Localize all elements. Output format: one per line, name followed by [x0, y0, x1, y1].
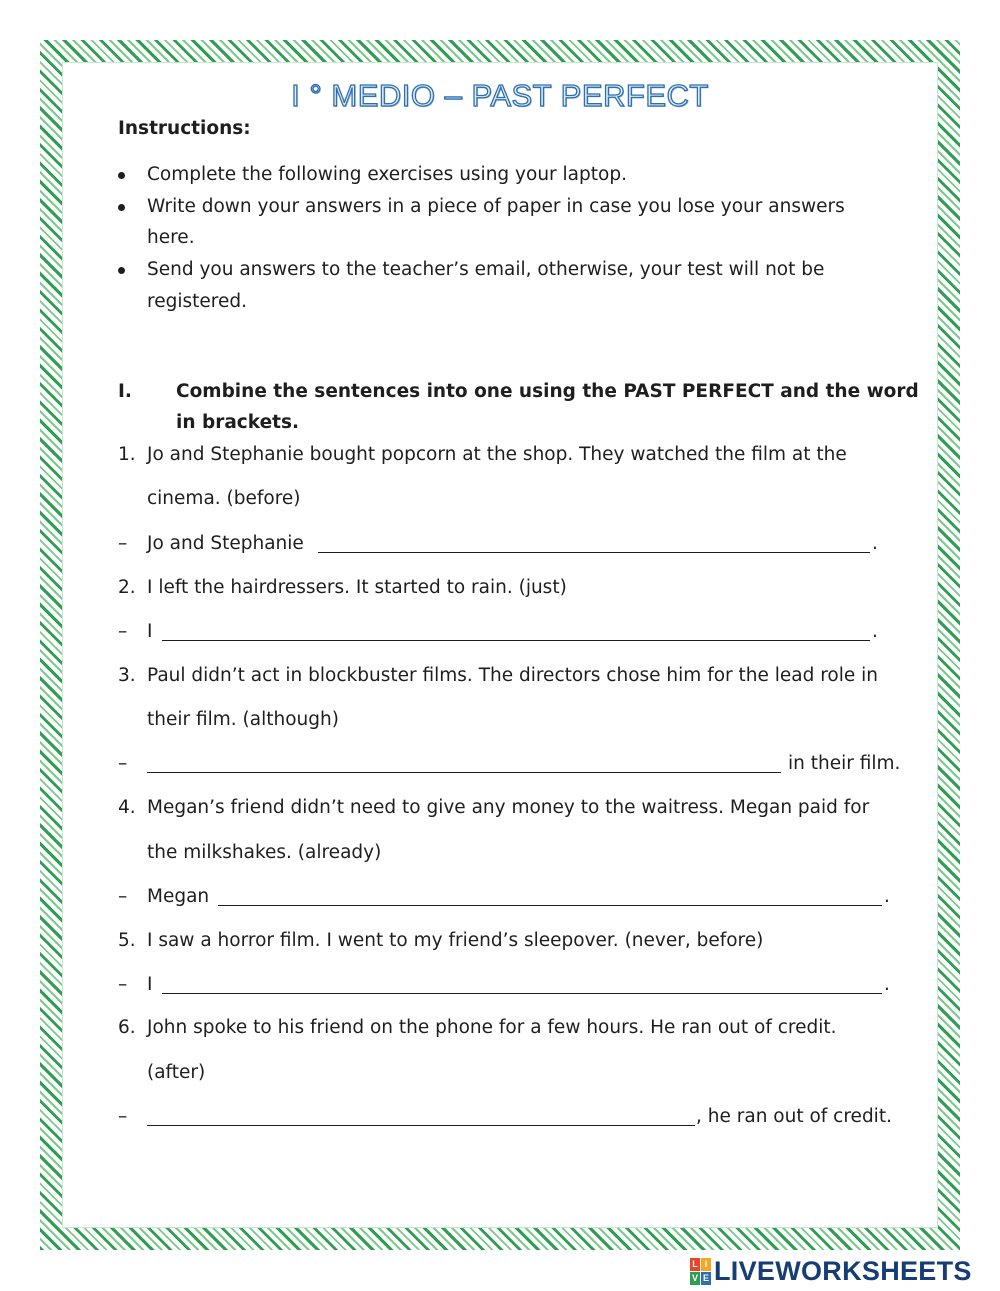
answer-suffix: in their film.: [788, 753, 901, 774]
section-heading: Combine the sentences into one using the PAST PERFECT and the word: [176, 381, 919, 402]
exercise-prompt: Megan’s friend didn’t need to give any money to the waitress. Megan paid for: [147, 797, 870, 818]
answer-dash: –: [118, 753, 128, 774]
answer-dash: –: [118, 886, 128, 907]
answer-prefix: Jo and Stephanie: [147, 533, 304, 554]
logo-mark-letter: V: [691, 1273, 698, 1283]
exercise-prompt-continued: the milkshakes. (already): [147, 842, 382, 863]
exercise-prompt-continued: their film. (although): [147, 709, 339, 730]
exercise-prompt: Jo and Stephanie bought popcorn at the shop. They watched the film at the: [147, 444, 847, 465]
answer-blank[interactable]: [162, 993, 882, 994]
instruction-item-continued: here.: [147, 227, 195, 248]
exercise-prompt-continued: (after): [147, 1062, 206, 1083]
answer-suffix: .: [884, 886, 890, 907]
exercise-number: 4.: [118, 797, 136, 818]
bullet-dot: [118, 267, 125, 274]
logo-mark-letter: E: [702, 1273, 709, 1283]
answer-suffix: .: [872, 621, 878, 642]
exercise-prompt: John spoke to his friend on the phone for a few hours. He ran out of credit.: [147, 1017, 837, 1038]
exercise-number: 1.: [118, 444, 136, 465]
answer-dash: –: [118, 621, 128, 642]
exercise-prompt: I left the hairdressers. It started to rain. (just): [147, 577, 567, 598]
answer-suffix: , he ran out of credit.: [696, 1106, 892, 1127]
exercise-prompt-continued: cinema. (before): [147, 488, 301, 509]
instruction-item: Write down your answers in a piece of paper in case you lose your answers: [147, 196, 845, 217]
exercise-number: 5.: [118, 930, 136, 951]
answer-prefix: Megan: [147, 886, 210, 907]
instruction-item-continued: registered.: [147, 291, 247, 312]
exercise-number: 3.: [118, 665, 136, 686]
liveworksheets-logo: [690, 1256, 972, 1286]
answer-dash: –: [118, 974, 128, 995]
answer-dash: –: [118, 1106, 128, 1127]
exercise-prompt: I saw a horror film. I went to my friend’s sleepover. (never, before): [147, 930, 764, 951]
section-numeral: I.: [118, 381, 132, 402]
exercise-number: 6.: [118, 1017, 136, 1038]
instruction-item: Send you answers to the teacher’s email, otherwise, your test will not be: [147, 259, 825, 280]
answer-blank[interactable]: [147, 1125, 695, 1126]
answer-prefix: I: [147, 621, 153, 642]
exercise-number: 2.: [118, 577, 136, 598]
worksheet-title: I ° MEDIO – PAST PERFECT: [291, 78, 709, 113]
logo-mark-letter: L: [690, 1258, 700, 1271]
answer-suffix: .: [884, 974, 890, 995]
answer-blank[interactable]: [147, 772, 781, 773]
answer-blank[interactable]: [318, 552, 870, 553]
bullet-dot: [118, 204, 125, 211]
logo-mark-letter: I: [701, 1258, 711, 1271]
answer-blank[interactable]: [162, 640, 870, 641]
liveworksheets-mark-icon: [690, 1258, 710, 1284]
exercise-prompt: Paul didn’t act in blockbuster films. The directors chose him for the lead role in: [147, 665, 879, 686]
instruction-item: Complete the following exercises using your laptop.: [147, 164, 627, 185]
answer-dash: –: [118, 533, 128, 554]
section-heading-continued: in brackets.: [176, 412, 300, 433]
logo-text: LIVEWORKSHEETS: [714, 1255, 972, 1286]
bullet-dot: [118, 172, 125, 179]
answer-prefix: I: [147, 974, 153, 995]
instructions-heading: Instructions:: [118, 118, 251, 139]
answer-suffix: .: [872, 533, 878, 554]
answer-blank[interactable]: [218, 905, 882, 906]
